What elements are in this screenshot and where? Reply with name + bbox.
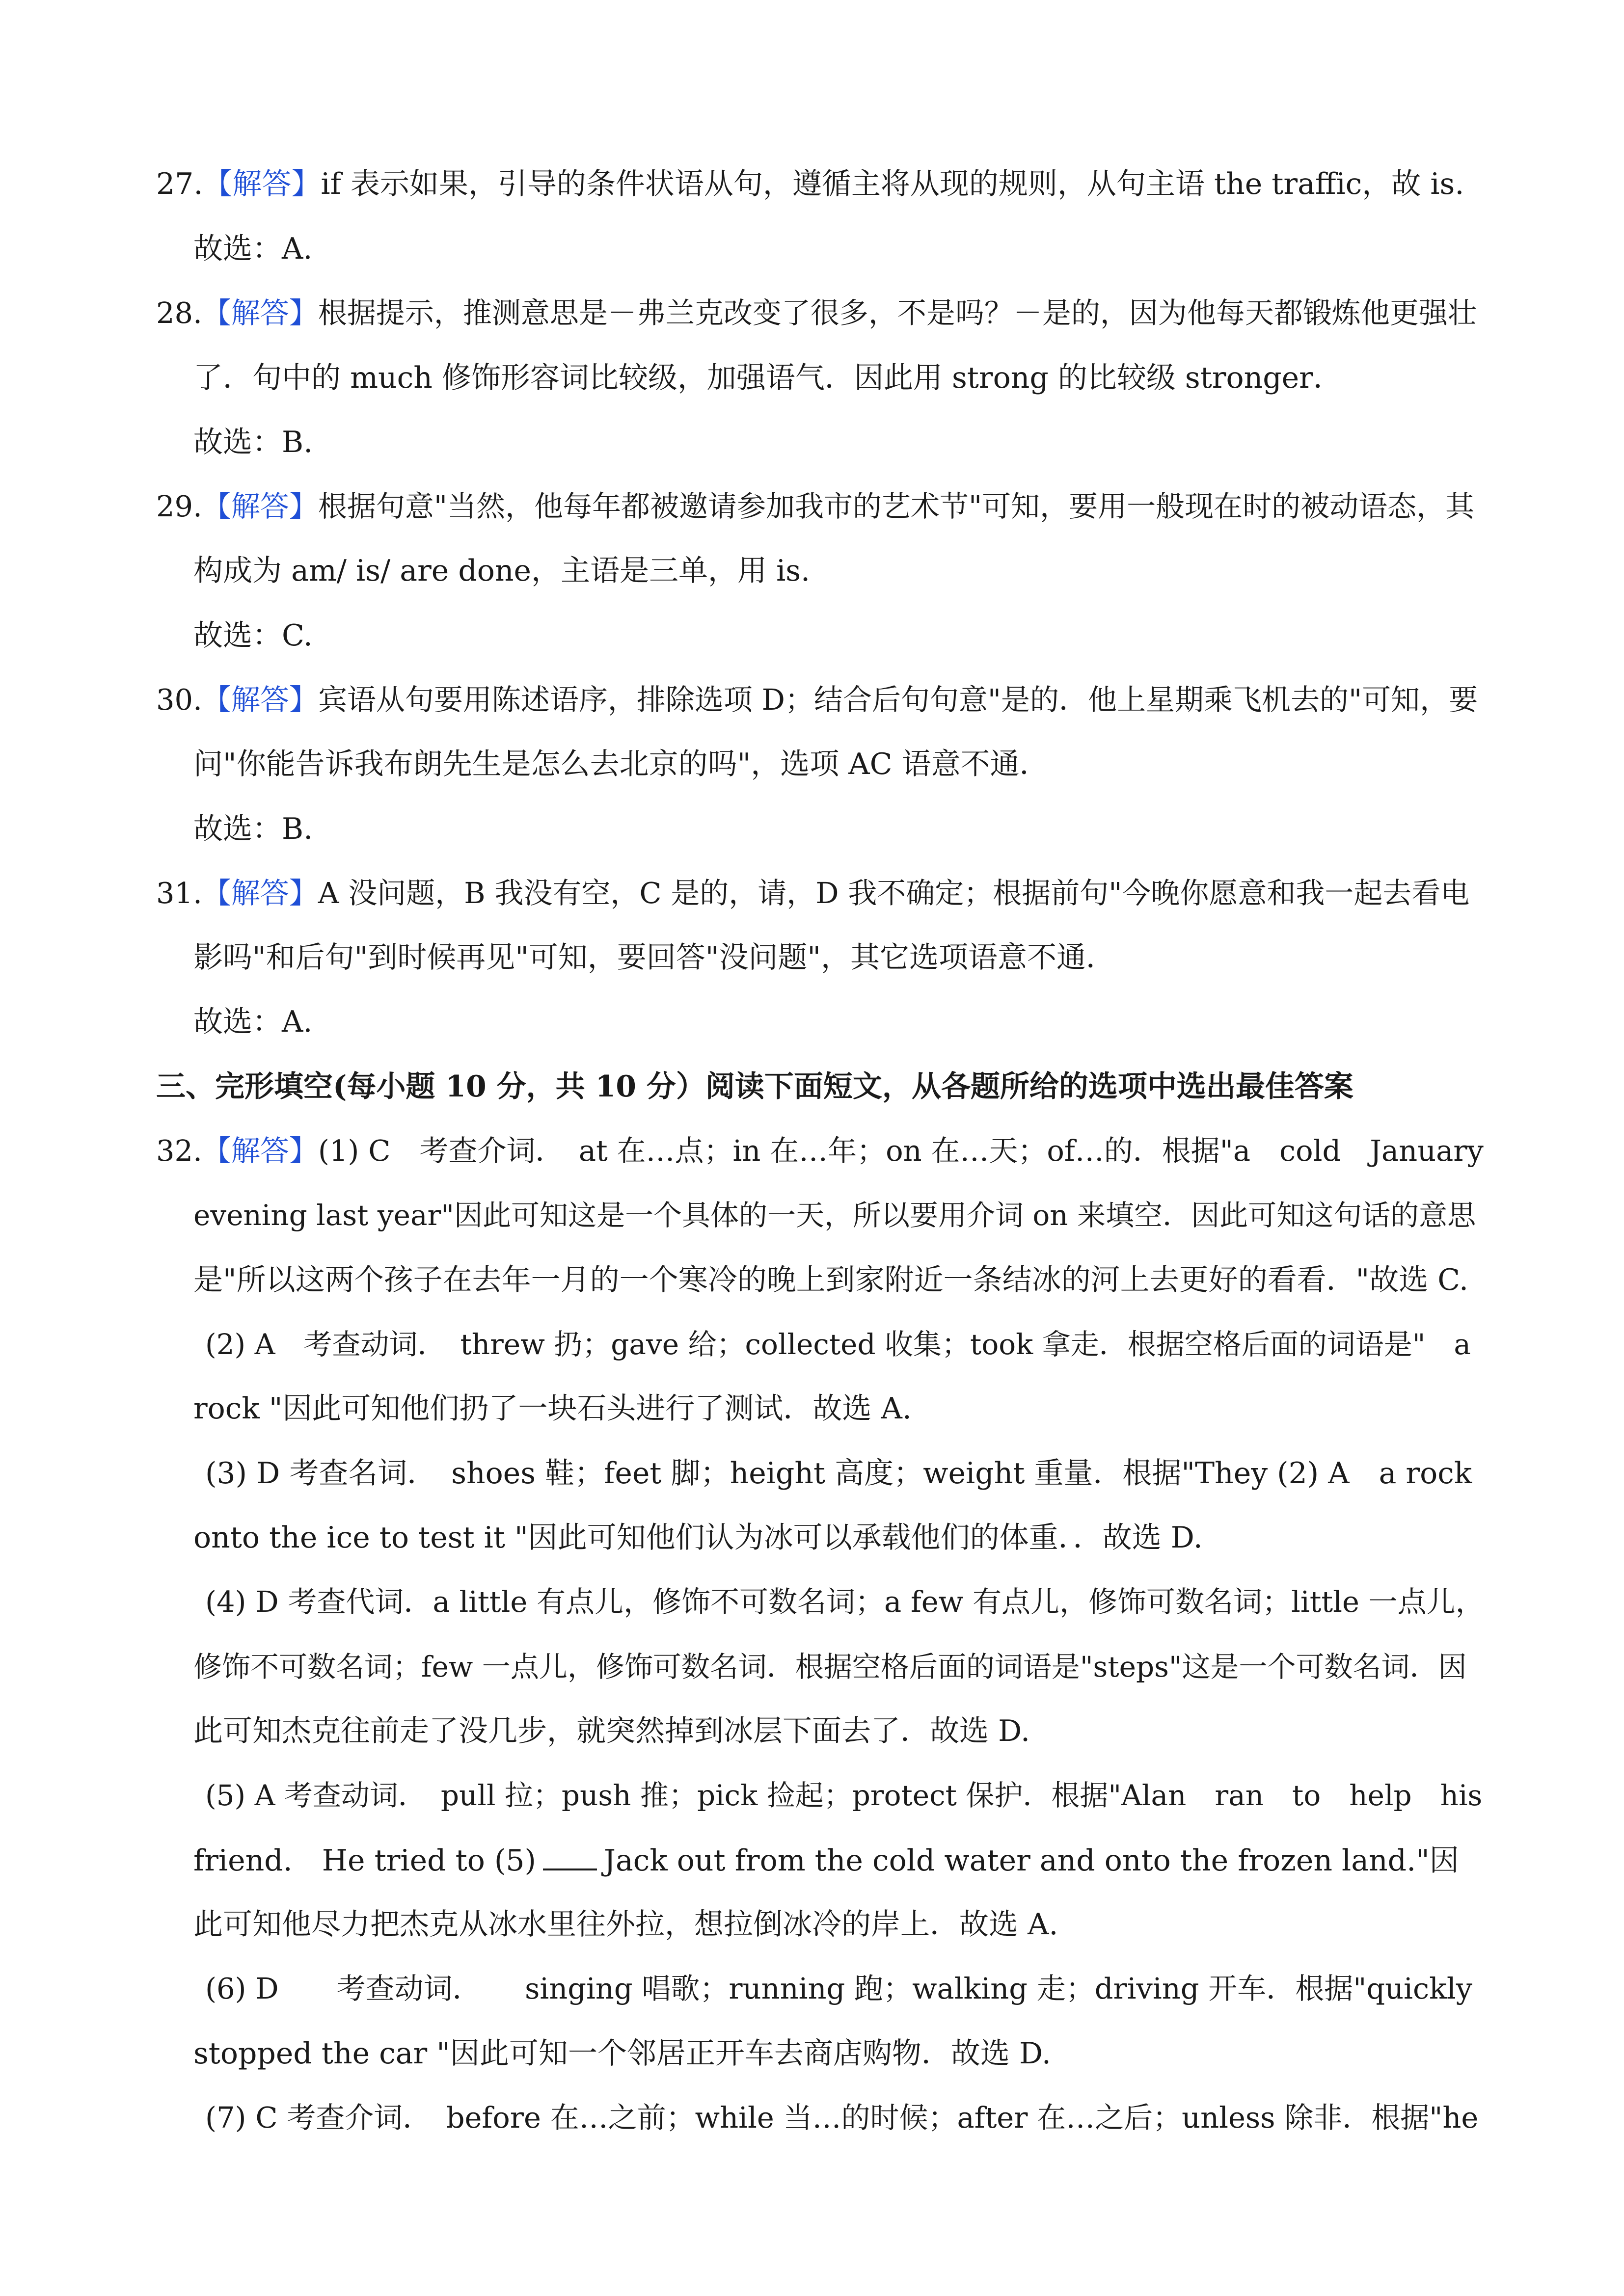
q32-item3-text-1: (3) D 考查名词． shoes 鞋；feet 脚；height 高度；weight 重量．根据"They (2) A a rock bbox=[205, 1456, 1472, 1491]
q32-item4-text-2: 修饰不可数名词；few 一点儿，修饰可数名词．根据空格后面的词语是"steps"这是一个可数名词．因 bbox=[193, 1650, 1467, 1683]
q29-number: 29. bbox=[156, 489, 202, 523]
q30-answer-tag: 【解答】 bbox=[202, 683, 318, 717]
q29-text-2: 构成为 am/ is/ are done，主语是三单，用 is. bbox=[193, 554, 811, 588]
section-3-heading: 三、完形填空(每小题 10 分，共 10 分）阅读下面短文，从各题所给的选项中选出最佳答案 bbox=[156, 1069, 1353, 1104]
q27-line-1 bbox=[156, 167, 1464, 201]
q30-text-1: 宾语从句要用陈述语序，排除选项 D；结合后句句意"是的．他上星期乘飞机去的"可知，要 bbox=[318, 683, 1478, 717]
q31-answer: 故选：A. bbox=[193, 1005, 313, 1039]
q28-line-1 bbox=[156, 296, 1477, 330]
q29-line-1 bbox=[156, 489, 1474, 524]
q27-number: 27. bbox=[156, 167, 203, 201]
q27-answer: 故选：A. bbox=[193, 232, 313, 266]
q28-answer: 故选：B. bbox=[193, 425, 313, 459]
q32-line-1 bbox=[156, 1134, 1484, 1168]
q28-text-1: 根据提示，推测意思是－弗兰克改变了很多，不是吗？－是的，因为他每天都锻炼他更强壮 bbox=[318, 296, 1477, 330]
q32-item5-text-2b: Jack out from the cold water and onto the frozen land."因 bbox=[603, 1843, 1459, 1878]
q28-number: 28. bbox=[156, 296, 202, 330]
q30-answer: 故选：B. bbox=[193, 812, 313, 846]
fill-in-blank bbox=[543, 1843, 597, 1870]
q28-text-2: 了．句中的 much 修饰形容词比较级，加强语气．因此用 strong 的比较级 stronger． bbox=[193, 361, 1343, 395]
q32-answer-tag: 【解答】 bbox=[202, 1134, 318, 1168]
q30-number: 30. bbox=[156, 683, 202, 717]
q28-answer-tag: 【解答】 bbox=[202, 296, 318, 330]
q30-line-1 bbox=[156, 683, 1478, 717]
q32-item2-text-1: (2) A 考查动词． threw 扔；gave 给；collected 收集；took 拿走．根据空格后面的词语是" a bbox=[205, 1328, 1471, 1361]
q32-item5-text-2 bbox=[193, 1843, 1459, 1877]
q32-item4-text-1: (4) D 考查代词．a little 有点儿，修饰不可数名词；a few 有点儿，修饰可数名词；little 一点儿， bbox=[205, 1585, 1485, 1619]
q32-item1-text-1: (1) C 考查介词． at 在…点；in 在…年；on 在…天；of…的．根据"a cold January bbox=[318, 1134, 1484, 1168]
q32-item5-text-2a: friend. He tried to (5) bbox=[193, 1843, 536, 1878]
q32-item1-text-3: 是"所以这两个孩子在去年一月的一个寒冷的晚上到家附近一条结冰的河上去更好的看看．"故选 C. bbox=[193, 1263, 1469, 1297]
q32-item5-text-3: 此可知他尽力把杰克从冰水里往外拉，想拉倒冰冷的岸上．故选 A. bbox=[193, 1907, 1058, 1942]
q29-text-1: 根据句意"当然，他每年都被邀请参加我市的艺术节"可知，要用一般现在时的被动语态，其 bbox=[318, 489, 1475, 523]
q29-answer: 故选：C. bbox=[193, 618, 313, 653]
q32-item6-text-2: stopped the car "因此可知一个邻居正开车去商店购物．故选 D. bbox=[193, 2036, 1052, 2071]
q31-answer-tag: 【解答】 bbox=[202, 876, 318, 910]
q31-text-2: 影吗"和后句"到时候再见"可知，要回答"没问题"，其它选项语意不通． bbox=[193, 940, 1115, 975]
q32-item5-text-1: (5) A 考查动词． pull 拉；push 推；pick 捡起；protect 保护．根据"Alan ran to help his bbox=[205, 1779, 1483, 1812]
q32-item2-text-2: rock "因此可知他们扔了一块石头进行了测试．故选 A. bbox=[193, 1391, 912, 1426]
q31-line-1 bbox=[156, 876, 1469, 910]
q32-item7-text-1: (7) C 考查介词． before 在…之前；while 当…的时候；after 在…之后；unless 除非．根据"he bbox=[205, 2101, 1479, 2135]
q27-answer-tag: 【解答】 bbox=[203, 167, 321, 201]
q29-answer-tag: 【解答】 bbox=[202, 489, 318, 523]
q27-text: if 表示如果，引导的条件状语从句，遵循主将从现的规则，从句主语 the traffic，故 is. bbox=[321, 167, 1464, 201]
q32-item4-text-3: 此可知杰克往前走了没几步，就突然掉到冰层下面去了．故选 D. bbox=[193, 1714, 1030, 1748]
q31-text-1: A 没问题，B 我没有空，C 是的，请，D 我不确定；根据前句"今晚你愿意和我一起去看电 bbox=[318, 876, 1470, 910]
q32-number: 32. bbox=[156, 1134, 202, 1168]
q31-number: 31. bbox=[156, 876, 202, 910]
q32-item3-text-2: onto the ice to test it "因此可知他们认为冰可以承载他们的体重．．故选 D. bbox=[193, 1521, 1203, 1555]
q32-item1-text-2: evening last year"因此可知这是一个具体的一天，所以要用介词 on 来填空．因此可知这句话的意思 bbox=[193, 1199, 1476, 1232]
q30-text-2: 问"你能告诉我布朗先生是怎么去北京的吗"，选项 AC 语意不通． bbox=[193, 747, 1049, 781]
q32-item6-text-1: (6) D 考查动词． singing 唱歌；running 跑；walking 走；driving 开车．根据"quickly bbox=[205, 1972, 1473, 2005]
